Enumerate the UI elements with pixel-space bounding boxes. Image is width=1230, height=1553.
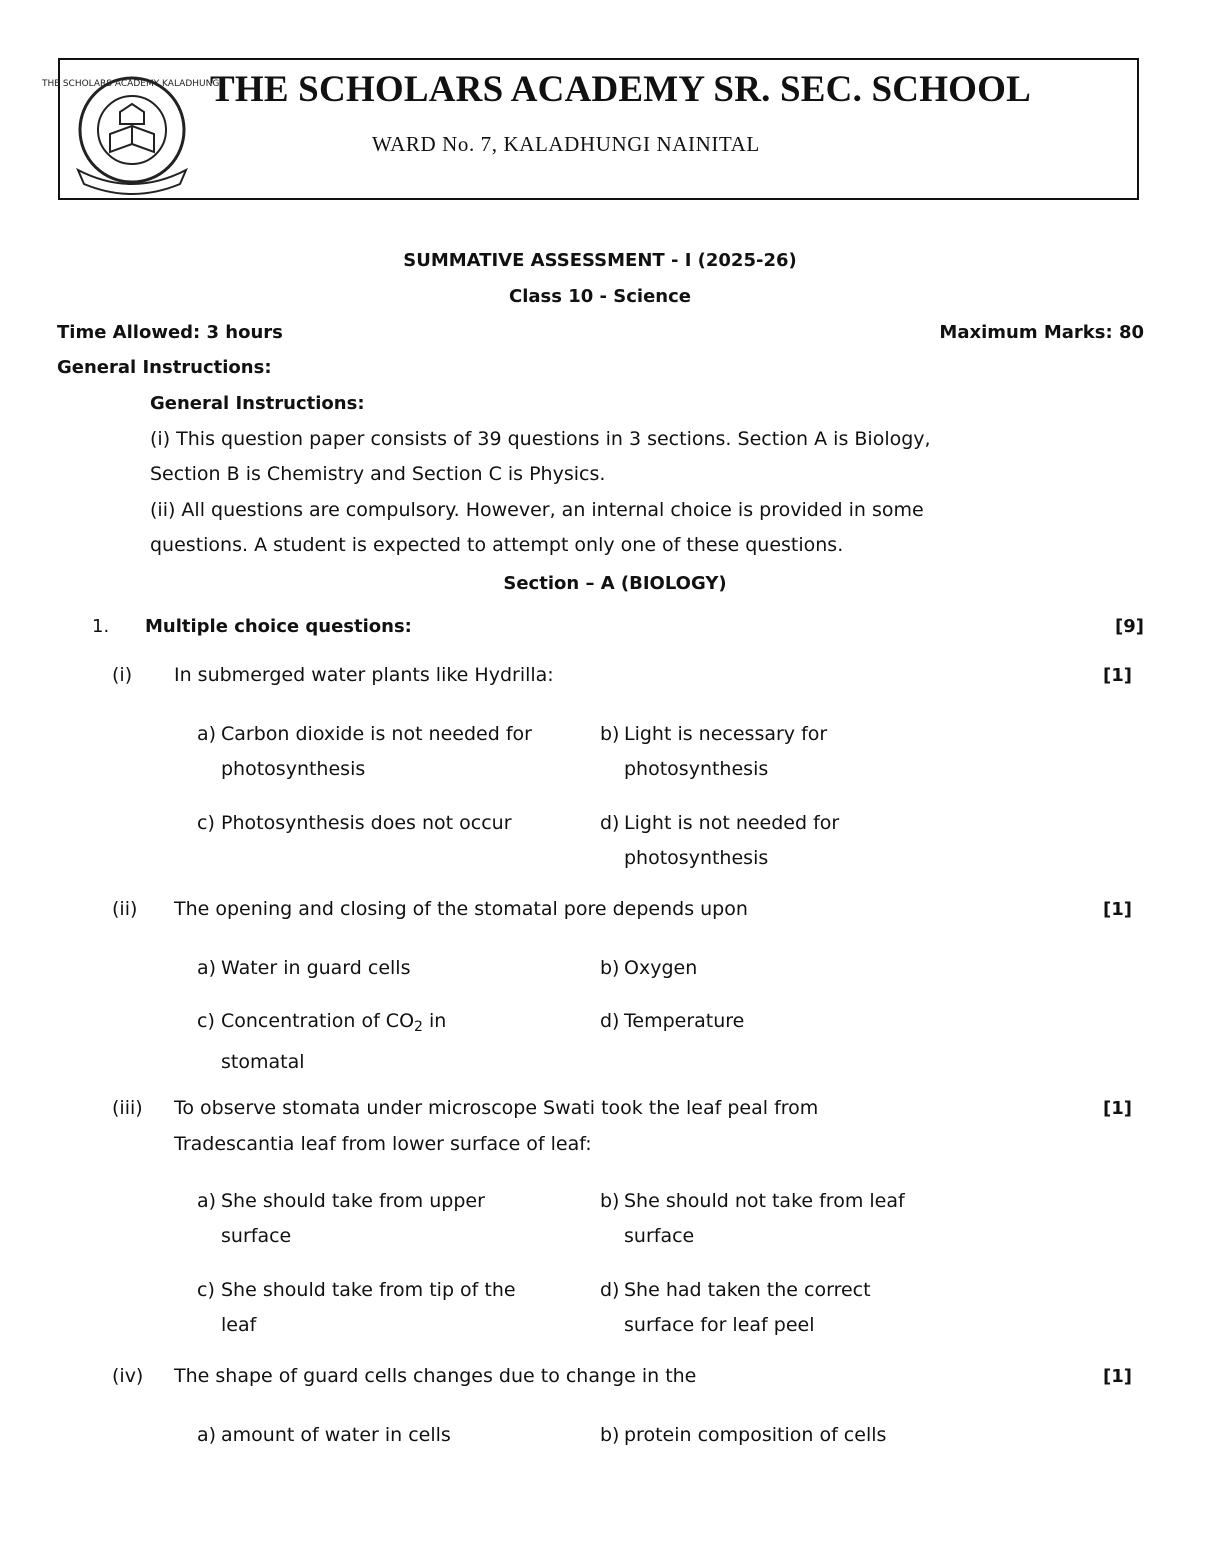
question-1-number: 1. — [92, 616, 110, 637]
school-address: WARD No. 7, KALADHUNGI NAINITAL — [372, 132, 760, 156]
exam-class: Class 10 - Science — [509, 286, 691, 307]
option-c: c) She should take from tip of the leaf — [197, 1279, 516, 1336]
question-number: (i) — [112, 664, 133, 686]
option-b: b) She should not take from leaf surface — [600, 1190, 905, 1247]
school-header — [42, 58, 1139, 200]
question-text-line-1: To observe stomata under microscope Swati took the leaf peal from — [174, 1097, 819, 1119]
question-number: (ii) — [112, 898, 138, 920]
section-a-title: Section – A (BIOLOGY) — [503, 573, 727, 594]
option-a: a) Carbon dioxide is not needed for photosynthesis — [197, 723, 532, 780]
instruction-2-line-1: (ii) All questions are compulsory. However, an internal choice is provided in some — [150, 499, 924, 521]
question-number: (iii) — [112, 1097, 143, 1119]
question-number: (iv) — [112, 1365, 144, 1387]
question-text: The shape of guard cells changes due to change in the — [174, 1365, 697, 1387]
time-allowed: Time Allowed: 3 hours — [57, 322, 283, 343]
option-c: c) Concentration of $CO_2$ in stomatal — [197, 1010, 447, 1073]
maximum-marks: Maximum Marks: 80 — [939, 322, 1144, 343]
question-marks: [1] — [1103, 665, 1132, 686]
option-a: a) She should take from upper surface — [197, 1190, 485, 1247]
option-a: a) Water in guard cells — [197, 957, 411, 979]
option-d: d) She had taken the correct surface for leaf peel — [600, 1279, 871, 1336]
general-instructions-subheading: General Instructions: — [150, 393, 365, 414]
option-b: b) Oxygen — [600, 957, 698, 979]
option-d: d) Light is not needed for photosynthesis — [600, 812, 840, 869]
question-text-line-2: Tradescantia leaf from lower surface of leaf: — [174, 1133, 592, 1155]
option-c: c) Photosynthesis does not occur — [197, 812, 512, 834]
general-instructions-heading: General Instructions: — [57, 357, 272, 378]
question-marks: [1] — [1103, 1366, 1132, 1387]
svg-text:THE SCHOLARS ACADEMY KALADHUNG: THE SCHOLARS ACADEMY KALADHUNGI — [42, 79, 222, 89]
option-a: a) amount of water in cells — [197, 1424, 451, 1446]
exam-title: SUMMATIVE ASSESSMENT - I (2025-26) — [403, 250, 797, 271]
question-text: The opening and closing of the stomatal pore depends upon — [174, 898, 748, 920]
question-1-marks: [9] — [1115, 616, 1144, 637]
question-1-heading: Multiple choice questions: — [145, 616, 412, 637]
option-b: b) protein composition of cells — [600, 1424, 887, 1446]
question-text: In submerged water plants like Hydrilla: — [174, 664, 554, 686]
instruction-1-line-1: (i) This question paper consists of 39 questions in 3 sections. Section A is Biology, — [150, 428, 931, 450]
question-marks: [1] — [1103, 1098, 1132, 1119]
instruction-1-line-2: Section B is Chemistry and Section C is Physics. — [150, 463, 606, 485]
question-marks: [1] — [1103, 899, 1132, 920]
option-b: b) Light is necessary for photosynthesis — [600, 723, 828, 780]
school-name: THE SCHOLARS ACADEMY SR. SEC. SCHOOL — [210, 69, 1032, 110]
school-logo — [42, 72, 222, 192]
option-d: d) Temperature — [600, 1010, 745, 1032]
instruction-2-line-2: questions. A student is expected to attempt only one of these questions. — [150, 534, 844, 556]
